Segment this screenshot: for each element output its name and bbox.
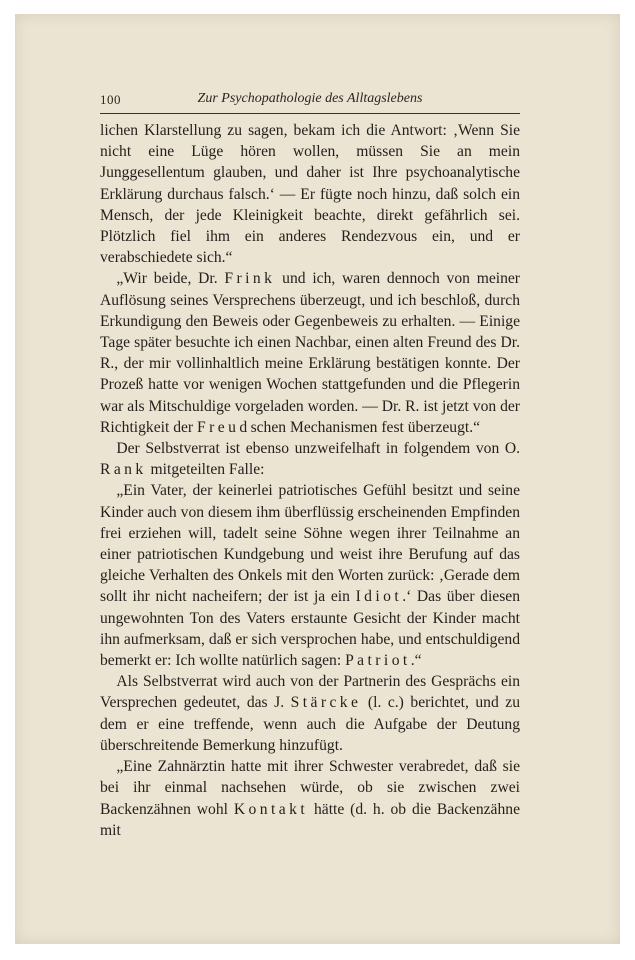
text-run: .‘ Das über diesen ungewohnten Ton des Vaters erstaunte Gesicht der Kinder macht ihn aufmerksam, daß er sich versprochen habe, und entschuldigend bemerkt er: Ich wollte natürlich sagen: [100,588,520,670]
text-run: Der Selbstverrat ist ebenso unzweifelhaft in folgendem von O. [116,440,520,458]
body-text [100,120,520,841]
spaced-name: Rank [100,461,147,479]
text-run: mitgeteilten Falle: [146,461,265,479]
spaced-name: Idiot [355,588,403,606]
text-run: Als Selbstverrat wird auch von der Partnerin des Gesprächs ein Versprechen gedeutet, das J. [100,673,520,712]
text-run: hätte (d. h. ob die Backenzähne mit [100,800,520,839]
text-run: und ich, waren dennoch von meiner Auflösung seines Versprechens überzeugt, und ich beschloß, durch Erkundigung den Beweis oder Gegenbeweis zu erhalten. — Einige Tage später besuchte ich einen Nachbar, einen alten Freund des Dr. R., der mir vollinhaltlich meine Erklärung bestätigen konnte. Der Prozeß hatte vor wenigen Wochen stattgefunden und die Pflegerin war als Mitschuldige vorgeladen worden. — Dr. R. ist jetzt von der Richtigkeit der [100,270,520,436]
page-number: 100 [100,92,121,107]
spaced-name: Kontakt [233,800,309,818]
spaced-name: Frink [224,270,276,288]
text-run: schen Mechanismen fest überzeugt.“ [250,418,481,436]
page-header [100,91,520,114]
text-run: lichen Klarstellung zu sagen, bekam ich die Antwort: ‚Wenn Sie nicht eine Lüge hören wollen, müssen Sie an mein Junggesellentum glauben, und daher ist Ihre psychoanalytische Erklärung durchaus falsch.‘ — Er fügte noch hinzu, daß solch ein Mensch, der jede Kleinigkeit beachte, direkt gefährlich sei. Plötzlich fiel ihm ein anderes Rendezvous ein, und er verabschiedete sich.“ [100,122,520,267]
paragraph [100,120,520,268]
paragraph [100,756,520,841]
paragraph [100,438,520,480]
paragraph [100,480,520,671]
text-run: .“ [410,652,422,670]
spaced-name: Freud [197,418,251,436]
text-run: (l. c.) berichtet, und zu dem er eine treffende, wenn auch die Aufgabe der Deutung überschreitende Bemerkung hinzufügt. [100,694,520,754]
text-run: „Ein Vater, der keinerlei patriotisches Gefühl besitzt und seine Kinder auch von diesem ihm überflüssig erscheinenden Empfinden frei erziehen will, tadelt seine Söhne wegen ihrer Teilnahme an einer patriotischen Kundgebung und weist ihre Berufung auf das gleiche Verhalten des Onkels mit den Worten zurück: ‚Gerade dem sollt ihr nicht nacheifern; der ist ja ein [100,482,520,606]
running-title: Zur Psychopathologie des Alltagslebens [197,91,423,106]
spaced-name: Stärcke [290,694,362,712]
spaced-name: Patriot [345,652,411,670]
paragraph [100,268,520,438]
text-run: „Wir beide, Dr. [116,270,225,288]
paragraph [100,671,520,756]
text-run: „Eine Zahnärztin hatte mit ihrer Schwester verabredet, daß sie bei ihr einmal nachsehen würde, ob sie zwischen zwei Backenzähnen wohl [100,758,520,818]
